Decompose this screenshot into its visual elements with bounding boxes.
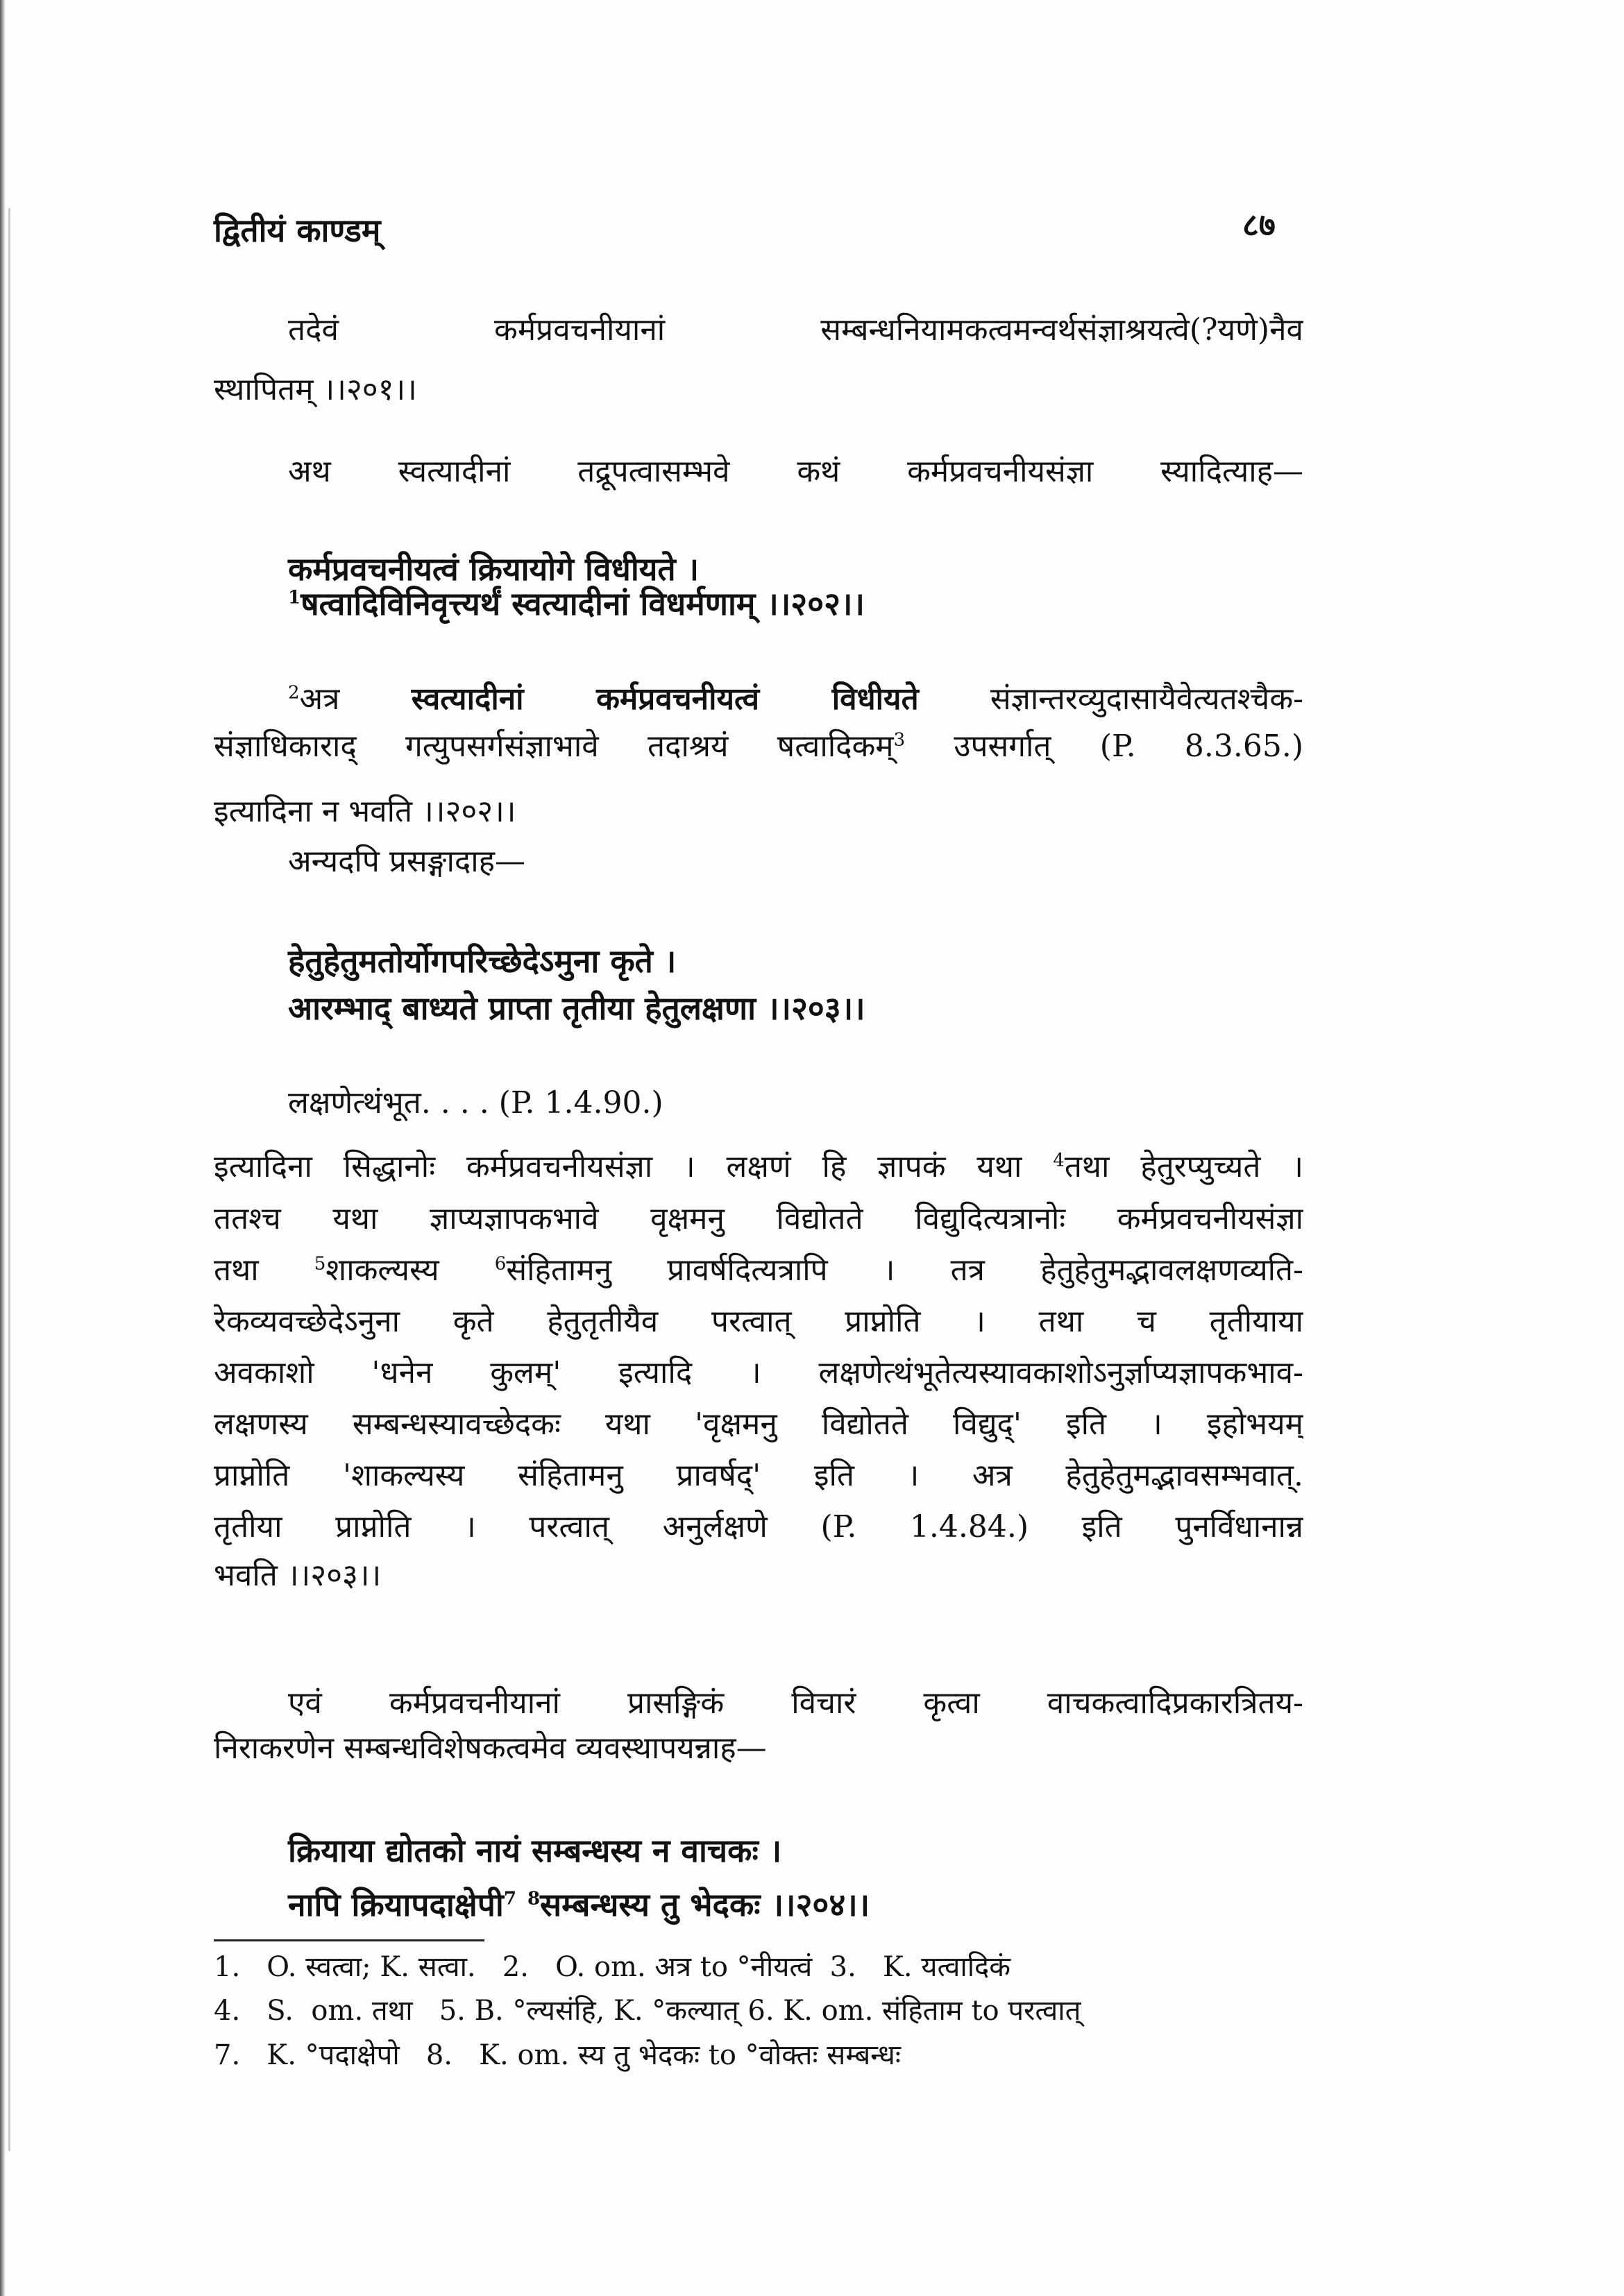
text-line	[214, 791, 1303, 833]
text-line	[214, 1728, 1303, 1769]
text-line	[214, 1146, 1303, 1188]
text-segment: तथा हेतुरप्युच्यते ।	[1064, 1149, 1303, 1184]
text-segment: तृतीया प्राप्नोति । परत्वात् अनुर्लक्षणे (P. 1.4.84.) इति पुनर्विधानान्न	[214, 1509, 1303, 1545]
text-line	[288, 841, 1303, 883]
text-segment: आरम्भाद् बाध्यते प्राप्ता तृतीया हेतुलक्षणा ।।२०३।।	[288, 989, 865, 1027]
text-segment: तदेवं कर्मप्रवचनीयानां सम्बन्धनियामकत्वमन्वर्थसंज्ञाश्रयत्वे(?यणे)नैव	[288, 312, 1303, 348]
text-line	[288, 451, 1303, 493]
page-number: ८७	[1242, 206, 1276, 244]
text-segment: संज्ञाधिकाराद् गत्युपसर्गसंज्ञाभावे तदाश्रयं षत्वादिकम्	[214, 729, 894, 764]
text-segment: क्रियाया द्योतको नायं सम्बन्धस्य न वाचकः ।	[288, 1832, 782, 1869]
verse-line	[288, 987, 1378, 1029]
text-segment: अन्यदपि प्रसङ्गादाह—	[288, 844, 526, 879]
text-line	[214, 726, 1303, 767]
verse-line	[288, 1884, 1378, 1925]
text-line	[214, 1555, 1303, 1597]
text-line	[288, 1082, 1303, 1124]
text-segment: हेतुहेतुमतोर्योगपरिच्छेदेऽमुना कृते ।	[288, 942, 677, 980]
text-line	[214, 1506, 1303, 1548]
text-segment: शाकल्यस्य	[325, 1252, 495, 1288]
footnote-marker: 1	[288, 587, 301, 609]
footnote-marker: 7	[503, 1888, 516, 1910]
text-line	[214, 1404, 1303, 1445]
text-segment: सम्बन्धस्य तु भेदकः ।।२०४।।	[540, 1886, 870, 1923]
text-line	[214, 1455, 1303, 1497]
text-segment: लक्षणेत्थंभूत. . . . (P. 1.4.90.)	[288, 1085, 663, 1121]
text-segment: षत्वादिविनिवृत्त्यर्थं स्वत्यादीनां विधर्मणाम् ।।२०२।।	[301, 585, 865, 622]
footnote-marker: 4	[1053, 1150, 1065, 1171]
text-segment: एवं कर्मप्रवचनीयानां प्रासङ्गिकं विचारं कृत्वा वाचकत्वादिप्रकारत्रितय-	[288, 1685, 1303, 1721]
text-line	[288, 309, 1303, 351]
text-segment: उपसर्गात् (P. 8.3.65.)	[905, 729, 1303, 764]
footnote-marker: 6	[494, 1253, 507, 1275]
text-segment: स्थापितम् ।।२०१।।	[214, 372, 417, 407]
verse-line	[288, 940, 1378, 982]
text-line	[214, 1198, 1303, 1240]
footnote-rule	[214, 1939, 484, 1941]
running-header-title: द्वितीयं काण्डम्	[214, 212, 381, 249]
text-segment: कर्मप्रवचनीयत्वं क्रियायोगे विधीयते ।	[288, 550, 700, 588]
text-segment: ततश्च यथा ज्ञाप्यज्ञापकभावे वृक्षमनु विद्योतते विद्युदित्यत्रानोः कर्मप्रवचनीयसंज्ञा	[214, 1201, 1303, 1236]
scan-edge-shadow	[8, 208, 10, 2151]
text-line	[214, 1352, 1303, 1394]
text-segment: संहितामनु प्रावर्षदित्यत्रापि । तत्र हेतुहेतुमद्भावलक्षणव्यति-	[506, 1252, 1303, 1288]
footnote-line: 7. K. °पदाक्षेपो 8. K. om. स्य तु भेदकः to °वोक्तः सम्बन्धः	[214, 2039, 901, 2071]
footnote-marker: 3	[893, 729, 906, 751]
text-segment: इत्यादिना न भवति ।।२०२।।	[214, 794, 516, 829]
verse-line	[288, 1830, 1378, 1871]
text-segment: प्राप्नोति 'शाकल्यस्य संहितामनु प्रावर्षद्' इति । अत्र हेतुहेतुमद्भावसम्भवात्.	[214, 1458, 1303, 1493]
footnote-line: 4. S. om. तथा 5. B. °ल्यसंहि, K. °कल्यात् 6. K. om. संहिताम to परत्वात्	[214, 1995, 1081, 2027]
text-segment	[516, 1886, 527, 1923]
text-line	[214, 1301, 1303, 1343]
verse-line	[288, 583, 1378, 624]
text-segment: लक्षणस्य सम्बन्धस्यावच्छेदकः यथा 'वृक्षमनु विद्योतते विद्युद्' इति । इहोभयम्	[214, 1406, 1303, 1442]
text-segment: स्वत्यादीनां कर्मप्रवचनीयत्वं विधीयते	[411, 681, 919, 717]
footnote-marker: 8	[527, 1888, 541, 1910]
text-segment: तथा	[214, 1252, 314, 1288]
footnote-marker: 2	[288, 682, 300, 704]
scan-edge	[0, 0, 6, 2296]
text-segment: संज्ञान्तरव्युदासायैवेत्यतश्चैक-	[918, 681, 1303, 717]
text-segment: रेकव्यवच्छेदेऽनुना कृते हेतुतृतीयैव परत्वात् प्राप्नोति । तथा च तृतीयाया	[214, 1304, 1303, 1339]
text-segment: इत्यादिना सिद्धानोः कर्मप्रवचनीयसंज्ञा । लक्षणं हि ज्ञापकं यथा	[214, 1149, 1054, 1184]
text-segment: निराकरणेन सम्बन्धविशेषकत्वमेव व्यवस्थापयन्नाह—	[214, 1730, 767, 1766]
text-line	[214, 1250, 1303, 1291]
footnote-marker: 5	[314, 1253, 326, 1275]
text-segment: अथ स्वत्यादीनां तद्रूपत्वासम्भवे कथं कर्मप्रवचनीयसंज्ञा स्यादित्याह—	[288, 454, 1303, 489]
text-segment: नापि क्रियापदाक्षेपी	[288, 1886, 504, 1923]
text-segment: अत्र	[299, 681, 412, 717]
text-line	[288, 679, 1303, 720]
text-segment: अवकाशो 'धनेन कुलम्' इत्यादि । लक्षणेत्थंभूतेत्यस्यावकाशोऽनुर्ज्ञाप्यज्ञापकभाव-	[214, 1355, 1303, 1391]
text-segment: भवति ।।२०३।।	[214, 1558, 382, 1593]
footnote-line: 1. O. स्वत्वा; K. सत्वा. 2. O. om. अत्र to °नीयत्वं 3. K. यत्वादिकं	[214, 1951, 1011, 1983]
text-line	[214, 369, 1303, 411]
text-line	[288, 1683, 1303, 1724]
